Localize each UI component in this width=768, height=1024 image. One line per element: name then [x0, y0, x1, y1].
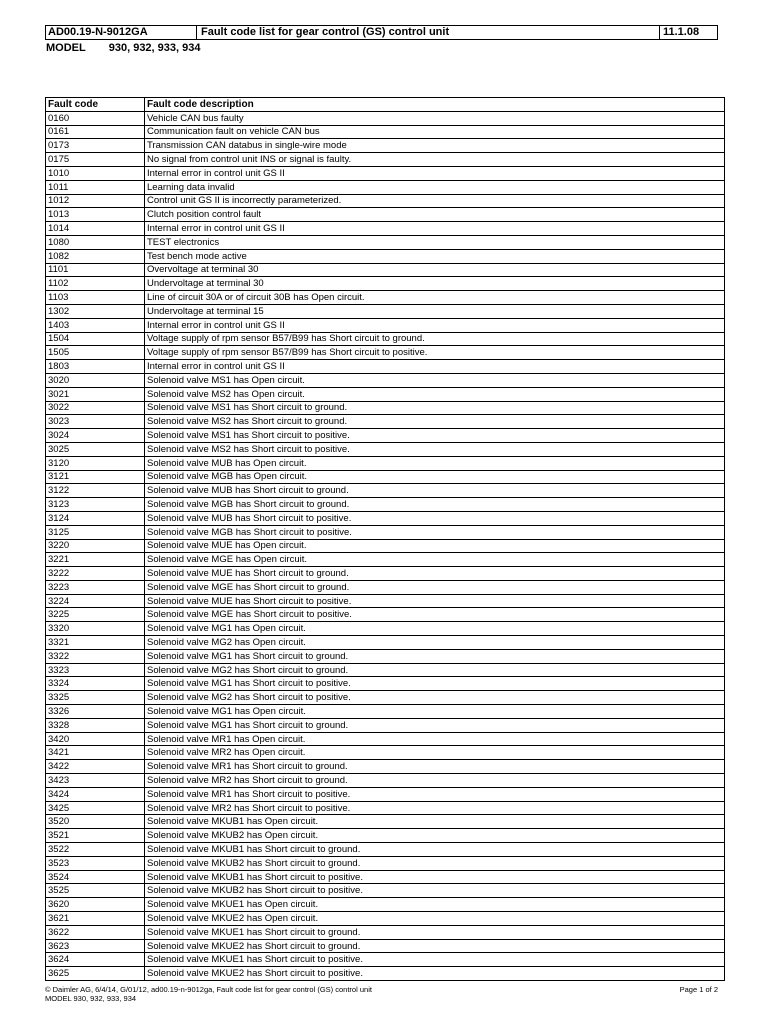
- fault-code-cell: 3323: [46, 663, 145, 677]
- table-row: [46, 125, 725, 139]
- fault-description-cell: Solenoid valve MUE has Short circuit to ground.: [145, 567, 725, 581]
- fault-description-cell: Solenoid valve MUB has Short circuit to positive.: [145, 511, 725, 525]
- fault-code-cell: 3523: [46, 856, 145, 870]
- fault-description-cell: Solenoid valve MG2 has Short circuit to ground.: [145, 663, 725, 677]
- fault-code-table: [45, 97, 725, 981]
- column-header-description: Fault code description: [145, 98, 725, 112]
- fault-description-cell: Solenoid valve MG1 has Open circuit.: [145, 622, 725, 636]
- fault-description-cell: Solenoid valve MGB has Open circuit.: [145, 470, 725, 484]
- table-row: [46, 760, 725, 774]
- fault-description-cell: Solenoid valve MGB has Short circuit to ground.: [145, 498, 725, 512]
- table-row: [46, 401, 725, 415]
- table-row: [46, 649, 725, 663]
- fault-description-cell: Solenoid valve MG1 has Short circuit to ground.: [145, 649, 725, 663]
- fault-code-cell: 3522: [46, 843, 145, 857]
- fault-description-cell: Communication fault on vehicle CAN bus: [145, 125, 725, 139]
- fault-code-cell: 1010: [46, 166, 145, 180]
- fault-code-cell: 1080: [46, 235, 145, 249]
- fault-description-cell: Test bench mode active: [145, 249, 725, 263]
- fault-description-cell: Transmission CAN databus in single-wire mode: [145, 139, 725, 153]
- fault-description-cell: Solenoid valve MUB has Open circuit.: [145, 456, 725, 470]
- table-row: [46, 208, 725, 222]
- fault-description-cell: Solenoid valve MKUE2 has Short circuit to ground.: [145, 939, 725, 953]
- fault-code-cell: 1014: [46, 222, 145, 236]
- fault-description-cell: Solenoid valve MKUB2 has Short circuit to positive.: [145, 884, 725, 898]
- table-row: [46, 511, 725, 525]
- fault-code-cell: 3620: [46, 898, 145, 912]
- fault-description-cell: Solenoid valve MKUE1 has Short circuit to ground.: [145, 925, 725, 939]
- fault-code-cell: 1012: [46, 194, 145, 208]
- document-header: [45, 25, 718, 40]
- fault-code-cell: 3021: [46, 387, 145, 401]
- table-header-row: [46, 98, 725, 112]
- fault-description-cell: Solenoid valve MKUB2 has Open circuit.: [145, 829, 725, 843]
- fault-description-cell: Solenoid valve MR1 has Open circuit.: [145, 732, 725, 746]
- fault-description-cell: Solenoid valve MG1 has Short circuit to positive.: [145, 677, 725, 691]
- fault-code-cell: 3020: [46, 373, 145, 387]
- fault-code-cell: 1803: [46, 360, 145, 374]
- table-row: [46, 153, 725, 167]
- fault-code-cell: 3621: [46, 912, 145, 926]
- table-row: [46, 691, 725, 705]
- fault-description-cell: Solenoid valve MUE has Short circuit to positive.: [145, 594, 725, 608]
- table-row: [46, 884, 725, 898]
- table-row: [46, 456, 725, 470]
- table-row: [46, 856, 725, 870]
- table-row: [46, 539, 725, 553]
- fault-description-cell: Solenoid valve MR2 has Short circuit to positive.: [145, 801, 725, 815]
- table-row: [46, 415, 725, 429]
- fault-description-cell: Solenoid valve MR1 has Short circuit to ground.: [145, 760, 725, 774]
- page-number: Page 1 of 2: [679, 985, 718, 994]
- table-row: [46, 608, 725, 622]
- footer-copyright: © Daimler AG, 6/4/14, G/01/12, ad00.19-n-9012ga, Fault code list for gear control (GS) control unit: [45, 985, 372, 994]
- fault-description-cell: TEST electronics: [145, 235, 725, 249]
- fault-description-cell: Solenoid valve MKUB1 has Short circuit to ground.: [145, 843, 725, 857]
- fault-code-cell: 3425: [46, 801, 145, 815]
- table-row: [46, 663, 725, 677]
- model-value: 930, 932, 933, 934: [108, 42, 201, 54]
- fault-code-cell: 3423: [46, 774, 145, 788]
- fault-code-cell: 3420: [46, 732, 145, 746]
- fault-description-cell: Solenoid valve MR2 has Short circuit to ground.: [145, 774, 725, 788]
- table-row: [46, 235, 725, 249]
- fault-code-table-body: [46, 98, 725, 981]
- fault-code-cell: 0173: [46, 139, 145, 153]
- table-row: [46, 442, 725, 456]
- fault-description-cell: Internal error in control unit GS II: [145, 360, 725, 374]
- fault-code-cell: 1505: [46, 346, 145, 360]
- fault-code-cell: 1103: [46, 291, 145, 305]
- fault-description-cell: Learning data invalid: [145, 180, 725, 194]
- fault-code-cell: 1011: [46, 180, 145, 194]
- fault-code-cell: 1403: [46, 318, 145, 332]
- fault-description-cell: Vehicle CAN bus faulty: [145, 111, 725, 125]
- fault-code-cell: 3121: [46, 470, 145, 484]
- page-footer: [45, 985, 718, 1003]
- model-label: MODEL: [46, 42, 86, 54]
- fault-code-cell: 0175: [46, 153, 145, 167]
- fault-description-cell: Solenoid valve MG2 has Open circuit.: [145, 636, 725, 650]
- fault-code-cell: 3625: [46, 967, 145, 981]
- fault-description-cell: Solenoid valve MKUE1 has Open circuit.: [145, 898, 725, 912]
- table-row: [46, 898, 725, 912]
- table-row: [46, 801, 725, 815]
- fault-code-cell: 3024: [46, 429, 145, 443]
- fault-code-cell: 3025: [46, 442, 145, 456]
- table-row: [46, 567, 725, 581]
- fault-code-cell: 3422: [46, 760, 145, 774]
- fault-code-cell: 3122: [46, 484, 145, 498]
- table-row: [46, 470, 725, 484]
- fault-description-cell: Solenoid valve MKUE2 has Open circuit.: [145, 912, 725, 926]
- table-row: [46, 525, 725, 539]
- table-row: [46, 677, 725, 691]
- fault-code-cell: 3123: [46, 498, 145, 512]
- fault-description-cell: Solenoid valve MKUB2 has Short circuit to ground.: [145, 856, 725, 870]
- table-row: [46, 166, 725, 180]
- fault-description-cell: Internal error in control unit GS II: [145, 166, 725, 180]
- fault-description-cell: Solenoid valve MKUB1 has Short circuit to positive.: [145, 870, 725, 884]
- table-row: [46, 774, 725, 788]
- fault-code-cell: 3525: [46, 884, 145, 898]
- table-row: [46, 194, 725, 208]
- table-row: [46, 815, 725, 829]
- fault-code-cell: 3521: [46, 829, 145, 843]
- table-row: [46, 180, 725, 194]
- fault-description-cell: Solenoid valve MS1 has Open circuit.: [145, 373, 725, 387]
- table-row: [46, 373, 725, 387]
- table-row: [46, 553, 725, 567]
- table-row: [46, 939, 725, 953]
- fault-code-cell: 3326: [46, 705, 145, 719]
- fault-description-cell: Solenoid valve MGE has Open circuit.: [145, 553, 725, 567]
- fault-description-cell: Line of circuit 30A or of circuit 30B has Open circuit.: [145, 291, 725, 305]
- fault-code-cell: 3224: [46, 594, 145, 608]
- table-row: [46, 360, 725, 374]
- fault-description-cell: Solenoid valve MS2 has Short circuit to ground.: [145, 415, 725, 429]
- fault-code-cell: 1504: [46, 332, 145, 346]
- fault-description-cell: Solenoid valve MG1 has Short circuit to ground.: [145, 718, 725, 732]
- fault-description-cell: Undervoltage at terminal 30: [145, 277, 725, 291]
- fault-description-cell: Voltage supply of rpm sensor B57/B99 has Short circuit to ground.: [145, 332, 725, 346]
- fault-description-cell: Solenoid valve MGE has Short circuit to ground.: [145, 580, 725, 594]
- fault-description-cell: Clutch position control fault: [145, 208, 725, 222]
- table-row: [46, 705, 725, 719]
- fault-code-cell: 0160: [46, 111, 145, 125]
- fault-description-cell: Solenoid valve MS2 has Short circuit to positive.: [145, 442, 725, 456]
- fault-description-cell: Solenoid valve MGB has Short circuit to positive.: [145, 525, 725, 539]
- table-row: [46, 912, 725, 926]
- table-row: [46, 249, 725, 263]
- table-row: [46, 484, 725, 498]
- table-row: [46, 843, 725, 857]
- table-row: [46, 636, 725, 650]
- fault-code-cell: 3124: [46, 511, 145, 525]
- fault-code-cell: 3320: [46, 622, 145, 636]
- document-title: Fault code list for gear control (GS) control unit: [197, 26, 660, 39]
- fault-description-cell: Solenoid valve MUB has Short circuit to ground.: [145, 484, 725, 498]
- table-row: [46, 498, 725, 512]
- fault-description-cell: Solenoid valve MKUE1 has Short circuit to positive.: [145, 953, 725, 967]
- table-row: [46, 291, 725, 305]
- fault-description-cell: Solenoid valve MKUE2 has Short circuit to positive.: [145, 967, 725, 981]
- fault-code-cell: 3424: [46, 787, 145, 801]
- table-row: [46, 829, 725, 843]
- fault-description-cell: Internal error in control unit GS II: [145, 222, 725, 236]
- fault-description-cell: Solenoid valve MR2 has Open circuit.: [145, 746, 725, 760]
- fault-code-cell: 3421: [46, 746, 145, 760]
- document-date: 11.1.08: [663, 26, 700, 38]
- fault-code-cell: 3624: [46, 953, 145, 967]
- table-row: [46, 346, 725, 360]
- fault-description-cell: Internal error in control unit GS II: [145, 318, 725, 332]
- fault-description-cell: Solenoid valve MS2 has Open circuit.: [145, 387, 725, 401]
- fault-code-cell: 1102: [46, 277, 145, 291]
- table-row: [46, 277, 725, 291]
- table-row: [46, 318, 725, 332]
- table-row: [46, 967, 725, 981]
- fault-code-cell: 3328: [46, 718, 145, 732]
- table-row: [46, 111, 725, 125]
- fault-description-cell: Control unit GS II is incorrectly parameterized.: [145, 194, 725, 208]
- table-row: [46, 594, 725, 608]
- table-row: [46, 925, 725, 939]
- fault-description-cell: Undervoltage at terminal 15: [145, 304, 725, 318]
- fault-description-cell: Solenoid valve MS1 has Short circuit to ground.: [145, 401, 725, 415]
- fault-code-cell: 3324: [46, 677, 145, 691]
- column-header-fault-code: Fault code: [46, 98, 145, 112]
- fault-description-cell: No signal from control unit INS or signal is faulty.: [145, 153, 725, 167]
- fault-code-cell: 3023: [46, 415, 145, 429]
- table-row: [46, 953, 725, 967]
- fault-description-cell: Solenoid valve MG1 has Open circuit.: [145, 705, 725, 719]
- fault-code-cell: 3022: [46, 401, 145, 415]
- table-row: [46, 732, 725, 746]
- fault-description-cell: Solenoid valve MGE has Short circuit to positive.: [145, 608, 725, 622]
- fault-code-cell: 3221: [46, 553, 145, 567]
- table-row: [46, 718, 725, 732]
- fault-code-cell: 3520: [46, 815, 145, 829]
- fault-code-cell: 3623: [46, 939, 145, 953]
- fault-code-cell: 3524: [46, 870, 145, 884]
- model-line: [46, 42, 200, 55]
- table-row: [46, 870, 725, 884]
- fault-code-cell: 3622: [46, 925, 145, 939]
- document-id: AD00.19-N-9012GA: [46, 26, 197, 39]
- fault-description-cell: Solenoid valve MS1 has Short circuit to positive.: [145, 429, 725, 443]
- fault-description-cell: Solenoid valve MG2 has Short circuit to positive.: [145, 691, 725, 705]
- fault-code-cell: 3125: [46, 525, 145, 539]
- table-row: [46, 746, 725, 760]
- table-row: [46, 580, 725, 594]
- fault-code-cell: 1082: [46, 249, 145, 263]
- table-row: [46, 332, 725, 346]
- fault-code-cell: 1101: [46, 263, 145, 277]
- fault-code-cell: 1302: [46, 304, 145, 318]
- fault-code-cell: 3325: [46, 691, 145, 705]
- table-row: [46, 263, 725, 277]
- fault-code-cell: 3322: [46, 649, 145, 663]
- table-row: [46, 139, 725, 153]
- fault-code-cell: 3321: [46, 636, 145, 650]
- table-row: [46, 304, 725, 318]
- table-row: [46, 387, 725, 401]
- fault-description-cell: Solenoid valve MKUB1 has Open circuit.: [145, 815, 725, 829]
- fault-description-cell: Voltage supply of rpm sensor B57/B99 has Short circuit to positive.: [145, 346, 725, 360]
- fault-code-cell: 3223: [46, 580, 145, 594]
- table-row: [46, 222, 725, 236]
- fault-code-cell: 3220: [46, 539, 145, 553]
- fault-code-cell: 1013: [46, 208, 145, 222]
- fault-description-cell: Solenoid valve MR1 has Short circuit to positive.: [145, 787, 725, 801]
- fault-code-cell: 0161: [46, 125, 145, 139]
- fault-description-cell: Solenoid valve MUE has Open circuit.: [145, 539, 725, 553]
- footer-model: MODEL 930, 932, 933, 934: [45, 994, 137, 1003]
- fault-code-cell: 3222: [46, 567, 145, 581]
- fault-code-cell: 3225: [46, 608, 145, 622]
- fault-description-cell: Overvoltage at terminal 30: [145, 263, 725, 277]
- table-row: [46, 787, 725, 801]
- table-row: [46, 429, 725, 443]
- table-row: [46, 622, 725, 636]
- fault-code-cell: 3120: [46, 456, 145, 470]
